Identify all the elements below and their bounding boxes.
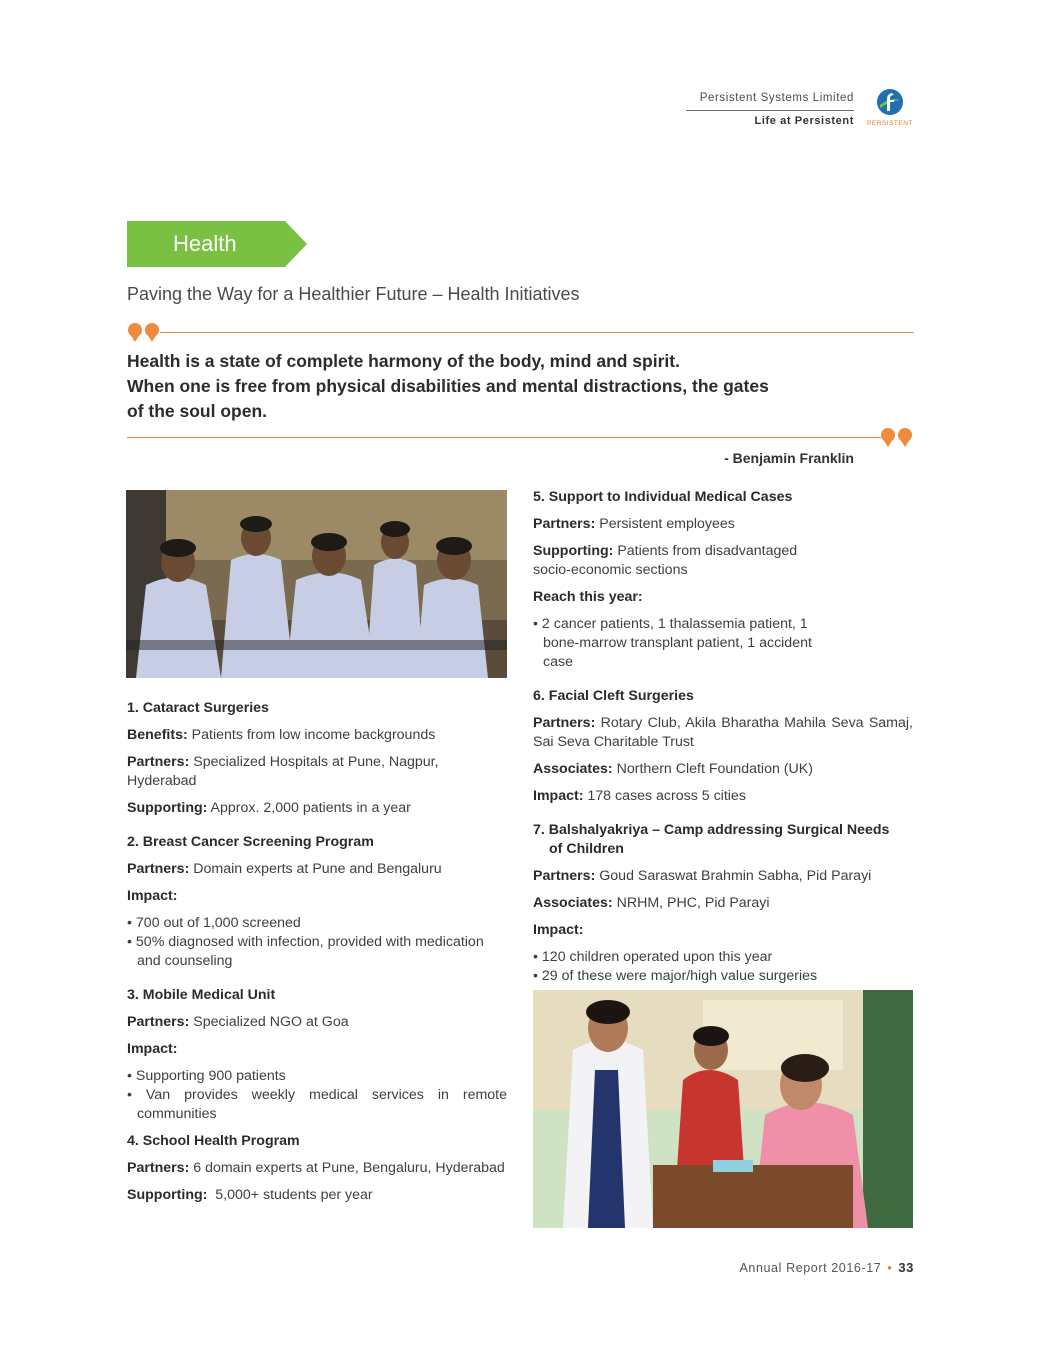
label: Partners: xyxy=(533,715,596,731)
value: 6 domain experts at Pune, Bengaluru, Hyderabad xyxy=(193,1160,505,1176)
persistent-logo-icon xyxy=(876,88,904,116)
label: Reach this year: xyxy=(533,589,643,605)
quote-author: - Benjamin Franklin xyxy=(724,450,854,466)
label: Impact: xyxy=(127,1041,178,1057)
value: 5,000+ students per year xyxy=(215,1187,373,1203)
label: Supporting: xyxy=(533,543,614,559)
page-subtitle: Paving the Way for a Healthier Future – Health Initiatives xyxy=(127,284,580,304)
item-title-mobile-medical: 3. Mobile Medical Unit xyxy=(127,987,276,1003)
value: Approx. 2,000 patients in a year xyxy=(210,800,411,816)
label: Associates: xyxy=(533,895,613,911)
value: Rotary Club, Akila Bharatha Mahila Seva Samaj, Sai Seva Charitable Trust xyxy=(533,715,913,750)
balshalya-associates xyxy=(533,894,913,913)
label: Associates: xyxy=(533,761,613,777)
breast-partners xyxy=(127,860,507,879)
right-column xyxy=(533,488,913,986)
list-item: • Supporting 900 patients xyxy=(127,1068,286,1084)
open-quote-icon xyxy=(127,322,163,344)
header-company: Persistent Systems Limited xyxy=(699,92,854,104)
item-title-school-health: 4. School Health Program xyxy=(127,1133,300,1149)
banner-label: Health xyxy=(173,231,237,256)
list-item: • 29 of these were major/high value surgeries xyxy=(533,968,818,984)
value: Specialized NGO at Goa xyxy=(193,1014,349,1030)
value: NRHM, PHC, Pid Parayi xyxy=(616,895,770,911)
page-number: 33 xyxy=(898,1260,914,1275)
list-item: • 120 children operated upon this year xyxy=(533,949,773,965)
quote-line: of the soul open. xyxy=(127,401,267,421)
school-partners xyxy=(127,1159,507,1178)
item-title-cataract: 1. Cataract Surgeries xyxy=(127,700,269,716)
label: Supporting: xyxy=(127,1187,208,1203)
item-title-facial-cleft: 6. Facial Cleft Surgeries xyxy=(533,688,694,704)
quote-rule-bottom xyxy=(127,437,881,438)
value: Goud Saraswat Brahmin Sabha, Pid Parayi xyxy=(599,868,872,884)
label: Benefits: xyxy=(127,727,188,743)
list-item: • 2 cancer patients, 1 thalassemia patient, 1 bone-marrow transplant patient, 1 accident case xyxy=(533,616,812,670)
label: Partners: xyxy=(127,1160,190,1176)
cataract-partners xyxy=(127,753,507,791)
value: Persistent employees xyxy=(599,516,735,532)
quote-line: Health is a state of complete harmony of the body, mind and spirit. xyxy=(127,351,680,371)
label: Impact: xyxy=(533,788,584,804)
page-footer xyxy=(600,1260,914,1275)
header-divider xyxy=(686,110,854,111)
value: Domain experts at Pune and Bengaluru xyxy=(193,861,442,877)
mobile-partners xyxy=(127,1013,507,1032)
cataract-supporting xyxy=(127,799,507,818)
mobile-impact-label xyxy=(127,1040,507,1059)
value: Specialized Hospitals at Pune, Nagpur, Hyderabad xyxy=(127,754,439,789)
value: Patients from disadvantaged socio-economic sections xyxy=(533,543,798,578)
cleft-impact xyxy=(533,787,913,806)
header-section-title: Life at Persistent xyxy=(754,115,854,127)
list-item: • 700 out of 1,000 screened xyxy=(127,915,301,931)
label: Partners: xyxy=(127,754,190,770)
label: Partners: xyxy=(533,516,596,532)
value: 178 cases across 5 cities xyxy=(587,788,746,804)
left-column xyxy=(127,699,507,1213)
label: Supporting: xyxy=(127,800,208,816)
label: Impact: xyxy=(127,888,178,904)
photo-school-health-checkup xyxy=(533,990,913,1228)
quote-text xyxy=(127,349,917,424)
photo-women-patients xyxy=(126,490,507,678)
label: Impact: xyxy=(533,922,584,938)
footer-separator: • xyxy=(887,1261,893,1275)
item-title-individual-cases: 5. Support to Individual Medical Cases xyxy=(533,489,793,505)
close-quote-icon xyxy=(880,427,916,449)
section-banner xyxy=(127,221,307,267)
cleft-associates xyxy=(533,760,913,779)
label: Partners: xyxy=(533,868,596,884)
individual-partners xyxy=(533,515,913,534)
item-title-balshalyakriya: 7. Balshalyakriya – Camp addressing Surgical Needs of Children xyxy=(533,822,890,857)
breast-impact-label xyxy=(127,887,507,906)
cataract-benefits xyxy=(127,726,507,745)
quote-rule-top xyxy=(160,332,914,333)
item-title-breast-cancer: 2. Breast Cancer Screening Program xyxy=(127,834,374,850)
individual-reach-label xyxy=(533,588,913,607)
cleft-partners xyxy=(533,714,913,752)
balshalya-partners xyxy=(533,867,913,886)
value: Patients from low income backgrounds xyxy=(191,727,436,743)
label: Partners: xyxy=(127,1014,190,1030)
quote-line: When one is free from physical disabilities and mental distractions, the gates xyxy=(127,376,769,396)
footer-report-title: Annual Report 2016-17 xyxy=(739,1261,882,1275)
list-item: • 50% diagnosed with infection, provided with medication and counseling xyxy=(127,934,484,969)
balshalya-impact-label xyxy=(533,921,913,940)
logo-wordmark: PERSISTENT xyxy=(867,120,913,127)
individual-supporting xyxy=(533,542,833,580)
list-item: • Van provides weekly medical services in remote communities xyxy=(127,1087,507,1122)
school-supporting xyxy=(127,1186,507,1205)
label: Partners: xyxy=(127,861,190,877)
value: Northern Cleft Foundation (UK) xyxy=(616,761,813,777)
